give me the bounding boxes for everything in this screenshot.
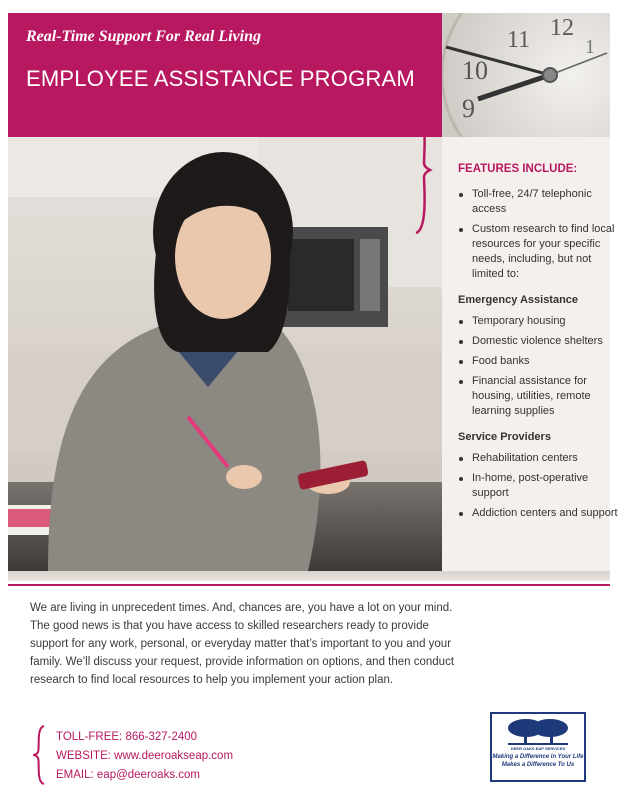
svg-text:1: 1 xyxy=(585,36,595,58)
brace-divider xyxy=(410,105,434,235)
divider xyxy=(8,584,610,586)
page-title: EMPLOYEE ASSISTANCE PROGRAM xyxy=(26,66,415,91)
logo-name: DEER OAKS EAP SERVICES xyxy=(510,746,566,751)
svg-text:12: 12 xyxy=(550,15,574,41)
svg-text:10: 10 xyxy=(462,56,488,85)
providers-heading: Service Providers xyxy=(458,431,551,443)
list-item: Toll-free, 24/7 telephonic access xyxy=(458,187,618,217)
list-item: Custom research to find local resources for your specific needs, including, but not limited to: xyxy=(458,222,618,282)
list-item: In-home, post-operative support xyxy=(458,471,618,501)
email-link[interactable]: EMAIL: eap@deeroaks.com xyxy=(56,769,200,781)
website-link[interactable]: WEBSITE: www.deeroakseap.com xyxy=(56,750,234,762)
list-item: Temporary housing xyxy=(458,314,618,329)
logo-tagline-1: Making a Difference in Your Life xyxy=(492,754,584,760)
list-item: Food banks xyxy=(458,354,618,369)
tagline: Real-Time Support For Real Living xyxy=(26,28,261,45)
features-title: FEATURES INCLUDE: xyxy=(458,163,578,175)
woman-photo xyxy=(8,137,442,571)
features-panel xyxy=(442,137,618,571)
clock-photo xyxy=(442,13,610,137)
list-item: Addiction centers and support xyxy=(458,506,618,521)
deer-oaks-logo xyxy=(490,712,586,782)
emergency-list xyxy=(458,314,618,419)
tree-logo-icon xyxy=(506,718,570,746)
svg-text:11: 11 xyxy=(507,27,531,53)
toll-free-number[interactable]: TOLL-FREE: 866-327-2400 xyxy=(56,731,198,743)
svg-text:9: 9 xyxy=(462,94,475,123)
list-item: Financial assistance for housing, utilities, remote learning supplies xyxy=(458,374,618,419)
features-list xyxy=(458,187,618,282)
contact-block xyxy=(56,728,233,785)
logo-tagline-2: Makes a Difference To Us xyxy=(501,762,575,768)
emergency-heading: Emergency Assistance xyxy=(458,294,579,306)
list-item: Domestic violence shelters xyxy=(458,334,618,349)
photo-bottom-band xyxy=(8,571,610,581)
list-item: Rehabilitation centers xyxy=(458,451,618,466)
contact-brace xyxy=(32,724,48,786)
providers-list xyxy=(458,451,618,521)
intro-paragraph: We are living in unprecedent times. And, chances are, you have a lot on your mind. The good news is that you have access to skilled researchers ready to provide support for any work, personal, or everyday matter that’s important to you and your family. We’ll discuss your request, provide information on options, and then conduct research to find local resources to help you implement your action plan. xyxy=(30,602,455,686)
